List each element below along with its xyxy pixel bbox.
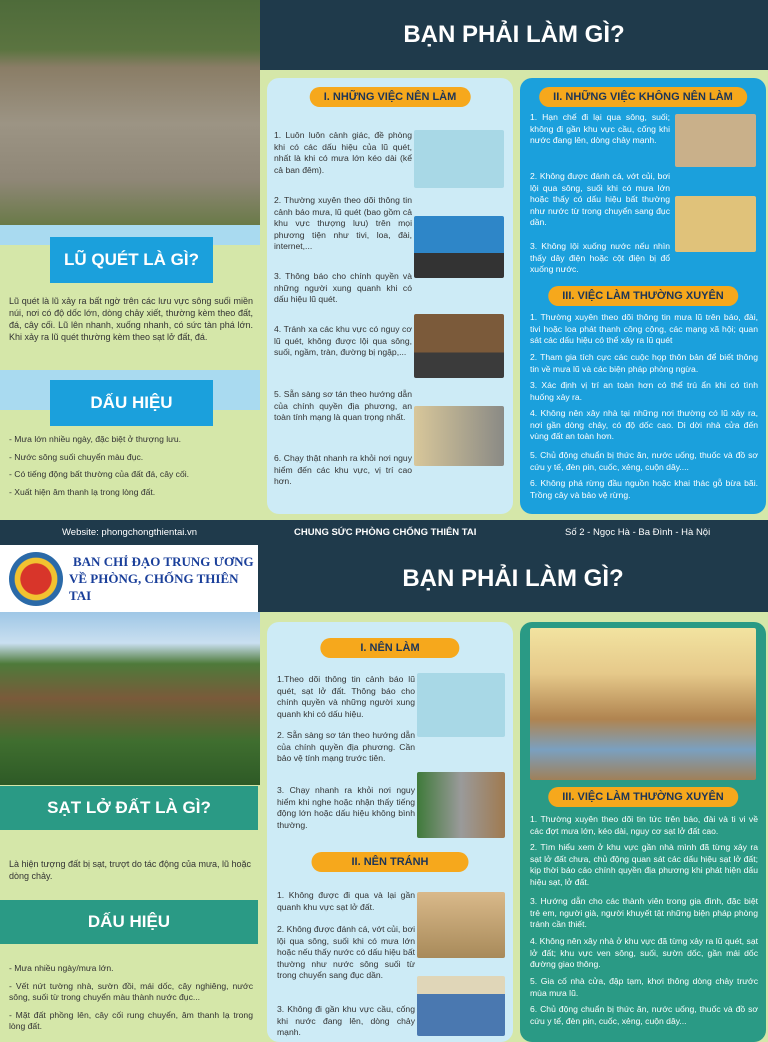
list-item: 1. Không được đi qua và lại gần quanh khu vực sạt lở đất. <box>277 890 415 912</box>
landslide-do-title: I. NÊN LÀM <box>320 638 459 658</box>
org-logo-box <box>0 545 258 612</box>
landslide-signs-list <box>9 963 253 1039</box>
illustration-tv-warning <box>414 216 504 278</box>
flood-dont-panel <box>520 78 766 514</box>
landslide-regular-title: III. VIỆC LÀM THƯỜNG XUYÊN <box>548 787 738 807</box>
flood-definition-banner <box>50 237 213 283</box>
illustration-landslide-road <box>417 772 505 838</box>
page-title-2: BẠN PHẢI LÀM GÌ? <box>402 564 624 592</box>
emblem-icon <box>9 552 63 606</box>
landslide-photo <box>0 612 260 785</box>
list-item: - Có tiếng động bất thường của đất đá, cây cối. <box>9 469 190 479</box>
list-item: 3. Không lội xuống nước nếu nhìn thấy dây điện hoặc cột điện bị đổ xuống nước. <box>530 241 670 274</box>
list-item: 6. Chủ động chuẩn bị thức ăn, nước uống, thuốc và đồ sơ cứu y tế, đèn pin, cuốc, xẻng, cuộn dây... <box>530 1004 758 1026</box>
landslide-signs-banner <box>0 900 258 944</box>
list-item: 3. Chạy nhanh ra khỏi nơi nguy hiểm khi nghe hoặc nhận thấy tiếng động lớn hoặc dấu hiệu không bình thường. <box>277 785 415 830</box>
list-item: - Mưa nhiều ngày/mưa lớn. <box>9 963 114 973</box>
flood-regular-title: III. VIỆC LÀM THƯỜNG XUYÊN <box>548 286 738 306</box>
illustration-children-water <box>675 196 756 252</box>
illustration-village-landslide <box>530 628 756 780</box>
flood-do-title: I. NHỮNG VIỆC NÊN LÀM <box>310 87 471 107</box>
flood-signs-banner <box>50 380 213 426</box>
list-item: - Xuất hiện âm thanh lạ trong lòng đất. <box>9 486 156 497</box>
list-item: - Mặt đất phồng lên, cây cối rung chuyển, âm thanh lạ trong lòng đất. <box>9 1009 253 1031</box>
list-item: 5. Sẵn sàng sơ tán theo hướng dẫn của chính quyền địa phương, an toàn tính mạng là quan trọng nhất. <box>274 389 412 422</box>
list-item: 2. Không được đánh cá, vớt củi, bơi lội qua sông, suối khi có mưa lớn hoặc nếu thấy nước có dấu hiệu bất thường như nước sông suối từ trong chuyển sang đục dần. <box>277 924 416 980</box>
flood-do-panel <box>267 78 513 514</box>
page-header-2 <box>258 545 768 612</box>
list-item: 5. Gia cố nhà cửa, đập tạm, khơi thông dòng chảy trước mùa mưa lũ. <box>530 976 758 998</box>
illustration-evacuation <box>414 406 504 466</box>
flood-definition-title: LŨ QUÉT LÀ GÌ? <box>63 250 200 269</box>
list-item: 4. Không nên xây nhà ở khu vực đã từng xảy ra lũ quét, sạt lở đất; khu vực ven sông, suối, sườn dốc, gần mái dốc đường giao thông. <box>530 936 758 969</box>
landslide-do-panel <box>267 622 513 1042</box>
page-header <box>260 0 768 70</box>
website-link[interactable]: Website: phongchongthientai.vn <box>62 527 198 538</box>
list-item: 1.Theo dõi thông tin cảnh báo lũ quét, sạt lở đất. Thông báo cho chính quyền và những người xung quanh khi có dấu hiệu. <box>277 674 415 719</box>
flood-definition-text: Lũ quét là lũ xảy ra bất ngờ trên các lưu vực sông suối miền núi, nơi có độ dốc lớn, dòng chảy xiết, thường kèm theo đất, đá, cây cối. Lũ lên nhanh, xuống nhanh, có sức tàn phá lớn. Khi xảy ra lũ quét thường kèm theo sạt lở đất, đá. <box>9 296 253 342</box>
list-item: 3. Không đi gần khu vực cầu, cống khi nước đang lên, dòng chảy mạnh. <box>277 1004 415 1037</box>
flash-flood-photo <box>0 0 260 225</box>
list-item: 5. Chủ động chuẩn bị thức ăn, nước uống, thuốc và đồ sơ cứu y tế, đèn pin, cuốc, xẻng, cuộn dây.... <box>530 450 758 472</box>
illustration-river-warning <box>675 114 756 167</box>
flood-dont-title: II. NHỮNG VIỆC KHÔNG NÊN LÀM <box>539 87 747 107</box>
landslide-signs-title: DẤU HIỆU <box>87 912 171 931</box>
landslide-avoid-title: II. NÊN TRÁNH <box>312 852 469 872</box>
slogan: CHUNG SỨC PHÒNG CHỐNG THIÊN TAI <box>294 527 477 538</box>
illustration-no-crossing <box>414 314 504 378</box>
landslide-definition-text: Là hiện tượng đất bị sạt, trượt do tác động của mưa, lũ hoặc dòng chảy. <box>9 859 252 881</box>
list-item: 3. Hướng dẫn cho các thành viên trong gia đình, đặc biệt trẻ em, người già, người khuyết tật những biện pháp phòng tránh cần thiết. <box>530 896 758 929</box>
landslide-regular-panel <box>520 622 766 1042</box>
list-item: 1. Luôn luôn cảnh giác, đề phòng khi có các dấu hiệu của lũ quét, nhất là khi có mưa lớn kéo dài (kể cả ban đêm). <box>274 130 412 175</box>
list-item: - Vết nứt tường nhà, sườn đồi, mái dốc, cây nghiêng, nước sông, suối từ trong chuyển màu thành nước đục... <box>9 980 253 1002</box>
list-item: 1. Thường xuyên theo dõi thông tin mưa lũ trên báo, đài, tivi hoặc loa phát thanh công cộng, các mạng xã hội; quan sát các dấu hiệu có thể xảy ra lũ quét <box>530 312 758 345</box>
list-item: - Nước sông suối chuyển màu đục. <box>9 451 144 462</box>
flood-signs-title: DẤU HIỆU <box>90 393 173 412</box>
list-item: 4. Tránh xa các khu vực có nguy cơ lũ quét, không được lội qua sông, suối, ngầm, tràn, đường bị ngập,... <box>274 324 412 357</box>
list-item: 4. Không nên xây nhà tại những nơi thường có lũ xảy ra, nơi gần dòng chảy, có độ dốc cao. Di dời nhà cửa đến vùng đất an toàn hơn. <box>530 408 758 441</box>
list-item: 3. Thông báo cho chính quyền và những người xung quanh khi có dấu hiệu lũ quét. <box>274 271 412 304</box>
list-item: 3. Xác định vị trí an toàn hơn có thể trú ẩn khi có tình huống xảy ra. <box>530 380 758 402</box>
org-name-line2: VỀ PHÒNG, CHỐNG THIÊN TAI <box>69 571 239 603</box>
flood-signs-list <box>9 434 253 504</box>
list-item: 6. Không phá rừng đầu nguồn hoặc khai thác gỗ bừa bãi. Trồng cây và bảo vệ rừng. <box>530 478 758 500</box>
list-item: 2. Tham gia tích cực các cuộc họp thôn bản để biết thông tin về mưa lũ và các biện pháp phòng ngừa. <box>530 352 758 374</box>
address: Số 2 - Ngọc Hà - Ba Đình - Hà Nội <box>565 527 711 538</box>
list-item: 2. Thường xuyên theo dõi thông tin cảnh báo mưa, lũ quét (bao gồm cả khu vực thượng lưu) trên mọi phương tiện như tivi, loa, đài, internet,... <box>274 195 412 251</box>
list-item: - Mưa lớn nhiều ngày, đặc biệt ở thượng lưu. <box>9 434 182 444</box>
org-name-line1: BAN CHỈ ĐẠO TRUNG ƯƠNG <box>73 554 254 569</box>
list-item: 1. Thường xuyên theo dõi tin tức trên báo, đài và ti vi về các đợt mưa lớn, kéo dài, nguy cơ sạt lở đất cao. <box>530 814 758 836</box>
list-item: 1. Hạn chế đi lại qua sông, suối; không đi gần khu vực cầu, cống khi nước đang lên, dòng chảy mạnh. <box>530 112 670 145</box>
illustration-river-bridge <box>417 976 505 1036</box>
list-item: 6. Chạy thật nhanh ra khỏi nơi nguy hiểm đến các khu vực, vị trí cao hơn. <box>274 453 412 486</box>
illustration-landslide-hill <box>417 892 505 958</box>
landslide-definition-banner <box>0 786 258 830</box>
list-item: 2. Sẵn sàng sơ tán theo hướng dẫn của chính quyền địa phương. Cần bảo vệ tính mạng trước tiên. <box>277 730 415 763</box>
landslide-definition-title: SẠT LỞ ĐẤT LÀ GÌ? <box>47 798 211 817</box>
illustration-family-tv <box>417 673 505 737</box>
illustration-family-tv <box>414 130 504 188</box>
footer-bar <box>0 520 768 545</box>
list-item: 2. Tìm hiểu xem ở khu vực gần nhà mình đã từng xảy ra sạt lở đất chưa, chủ động quan sát các dấu hiệu sạt lở đất; kịp thời báo cáo chính quyền địa phương khi phát hiện dấu hiệu sạt, lở đất. <box>530 842 758 887</box>
list-item: 2. Không được đánh cá, vớt củi, bơi lội qua sông, suối khi có mưa lớn hoặc thấy có dấu hiệu bất thường như nước từ trong chuyển sang đục dần. <box>530 171 670 227</box>
page-title: BẠN PHẢI LÀM GÌ? <box>403 21 625 48</box>
